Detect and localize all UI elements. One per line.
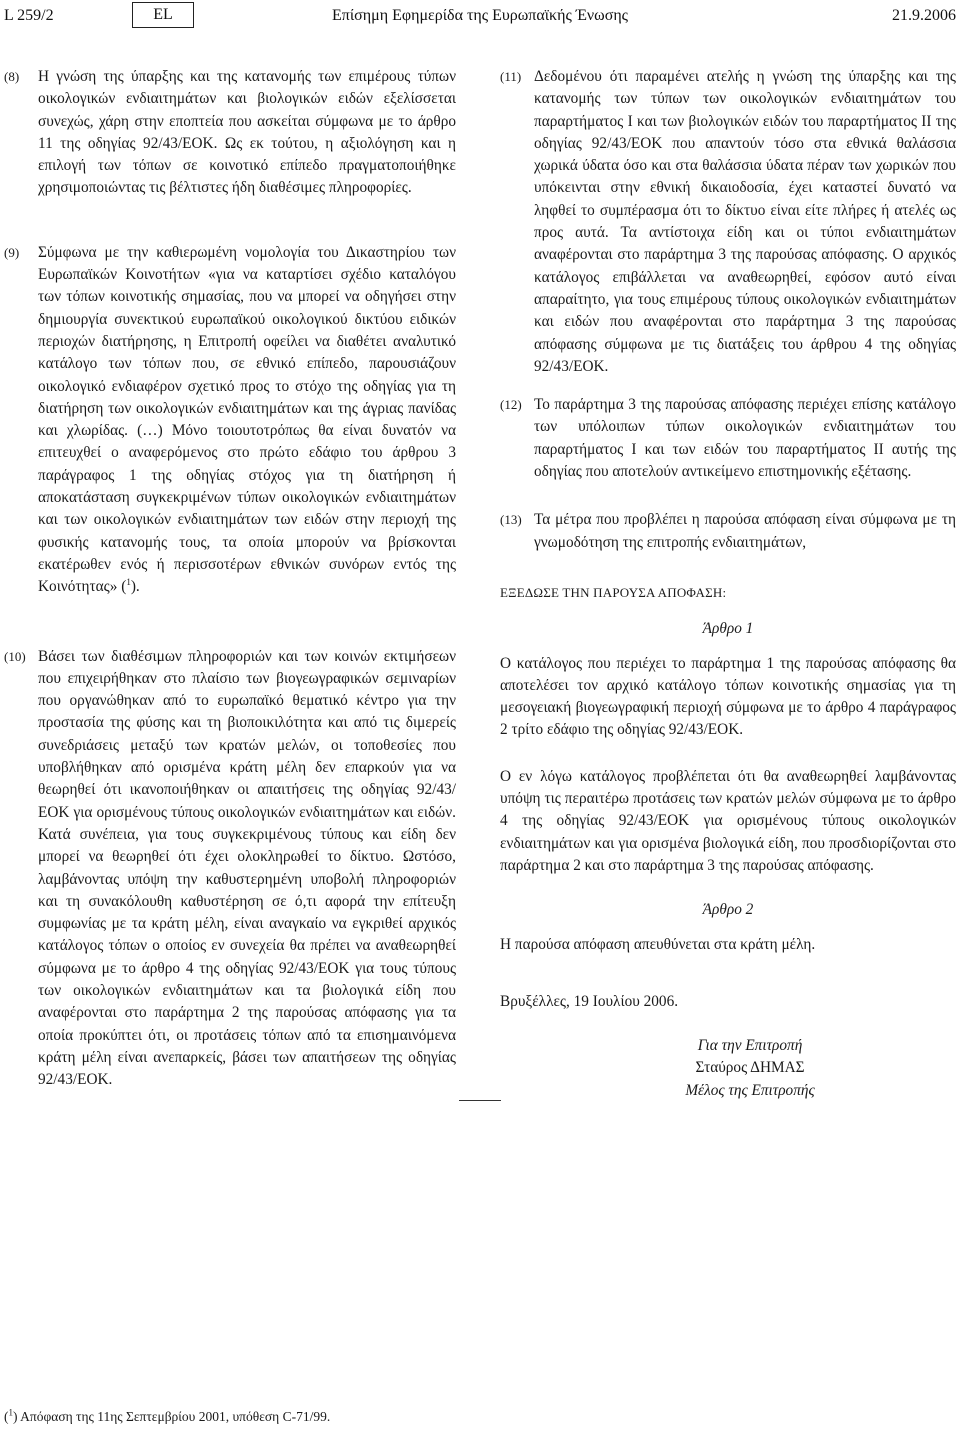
footnote: ($^1$) Απόφαση της 11ης Σεπτεμβρίου 2001, υπόθεση C-71/99. — [4, 1407, 331, 1424]
recital-10 — [4, 646, 456, 1092]
left-column — [4, 66, 456, 1091]
recital-number: (12) — [500, 397, 522, 413]
recital-number: (9) — [4, 244, 20, 260]
recital-text: Βάσει των διαθέσιμων πληροφοριών και των κοινών εκτιμήσεων που επιχειρήθηκαν στο πλαίσιο των βιογεωγραφικών σεμιναρίων που οργανώθηκαν από το ευρωπαϊκό θεματικό κέντρο για την προστασία της φύσης και τη βιοποικιλότητα και από τις διμερείς συνεδριάσεις μεταξύ των κρατών μελών, οι τοποθεσίες που υποβλήθηκαν από ορισμένα κράτη μέλη δεν επαρκούν για να θεωρηθεί ότι ικανοποιήθηκαν οι απαιτήσεις της οδηγίας 92/43/ΕΟΚ για ορισμένους τύπους οικολογικών ενδιαιτημάτων και ειδών. Κατά συνέπεια, για τους συγκεκριμένους τύπους και είδη δεν μπορεί να θεωρηθεί ότι έχει ολοκληρωθεί το δίκτυο. Ωστόσο, λαμβάνοντας υπόψη την καθυστερημένη υποβολή πληροφοριών και τη συνακόλουθη καθυστέρηση σε ό,τι αφορά την επίτευξη συμφωνίας με τα κράτη μέλη, είναι αναγκαίο να εγκριθεί αρχικός κατάλογος τόπων ο οποίος εν συνεχεία θα πρέπει να αναθεωρηθεί σύμφωνα με το άρθρο 4 της οδηγίας 92/43/ΕΟΚ για τους τύπους των οικολογικών ενδιαιτημάτων και τα βιολογικά είδη που αναφέρονται στο παράρτημα 2 της παρούσας απόφασης για τα οποία προκύπτει ότι, οι προτάσεις τόπων από τα επισημαινόμενα κράτη μέλη είναι ανεπαρκείς, βάσει των απαιτήσεων της οδηγίας 92/43/ΕΟΚ. — [38, 647, 456, 1089]
article-1-title: Άρθρο 1 — [702, 620, 754, 638]
language-badge: EL — [132, 2, 194, 28]
article-2-title: Άρθρο 2 — [702, 901, 754, 919]
recital-text: Δεδομένου ότι παραμένει ατελής η γνώση της ύπαρξης και της κατανομής των τύπων των οικολογικών ενδιαιτημάτων του παραρτήματος I και των βιολογικών ειδών του παραρτήματος II της οδηγίας 92/43/ΕΟΚ που απαντούν τόσο στα εθνικά θαλάσσια χωρικά ύδατα όσο και στα θαλάσσια ύδατα πέραν των χωρικών που υπόκεινται στην εθνική δικαιοδοσία, έχει καταστεί δυνατό να ληφθεί το συμπέρασμα ότι το δίκτυο είναι είτε πλήρες ή ατελές ως προς αυτά. Τα αντίστοιχα είδη και οι τύποι ενδιαιτημάτων αναφέρονται στο παράρτημα 3 της παρούσας απόφασης. Ο αρχικός κατάλογος επιβάλλεται να αναθεωρηθεί, εφόσον αυτό είναι απαραίτητο, για τους επιμέρους τύπους οικολογικών ενδιαιτημάτων και ειδών που αναφέρονται στο παράρτημα 3 της παρούσας απόφασης σύμφωνα με τις διατάξεις του άρθρου 4 της οδηγίας 92/43/ΕΟΚ. — [534, 68, 956, 375]
recital-11 — [500, 66, 956, 378]
page-header — [0, 0, 960, 34]
recital-tail: ). — [130, 578, 140, 596]
footnote-text: Απόφαση της 11ης Σεπτεμβρίου 2001, υπόθεση C-71/99. — [20, 1409, 331, 1424]
signatory-name: Σταύρος ΔΗΜΑΣ — [695, 1059, 805, 1077]
recital-number: (13) — [500, 512, 522, 528]
recital-text — [38, 242, 456, 599]
place-date: Βρυξέλλες, 19 Ιουλίου 2006. — [500, 992, 679, 1010]
recital-8 — [4, 66, 456, 200]
recital-9 — [4, 242, 456, 599]
footnote-ref-link[interactable]: 1 — [126, 577, 131, 588]
article-1-paragraph: Ο κατάλογος που περιέχει το παράρτημα 1 της παρούσας απόφασης θα αποτελέσει τον αρχικό κατάλογο τόπων κοινοτικής σημασίας για τη μεσογειακή βιογεωγραφική περιοχή σύμφωνα με το άρθρο 4 παράγραφος 2 τρίτο εδάφιο της οδηγίας 92/43/ΕΟΚ. — [500, 654, 956, 739]
recital-text: Η γνώση της ύπαρξης και της κατανομής των επιμέρους τύπων οικολογικών ενδιαιτημάτων και βιολογικών ειδών εξελίσσεται συνεχώς, χάρη στην εποπτεία που ασκείται σύμφωνα με το άρθρο 11 της οδηγίας 92/43/ΕΟΚ. Ως εκ τούτου, η αξιολόγηση και η επιλογή των τόπων σε κοινοτικό επίπεδο πραγματοποιήθηκε χρησιμοποιώντας τις βέλτιστες ήδη διαθέσιμες πληροφορίες. — [38, 68, 456, 197]
article-1-paragraph: Ο εν λόγω κατάλογος προβλέπεται ότι θα αναθεωρηθεί λαμβάνοντας υπόψη τις περαιτέρω προτάσεις των κρατών μελών σύμφωνα με το άρθρο 4 της οδηγίας 92/43/ΕΟΚ για ορισμένους τύπους οικολογικών ενδιαιτημάτων και για ορισμένα βιολογικά είδη, που προσδιορίζονται στο παράρτημα 2 και στο παράρτημα 3 της παρούσας απόφασης. — [500, 767, 956, 874]
signatory-role: Μέλος της Επιτροπής — [685, 1081, 815, 1099]
recital-13 — [500, 509, 956, 554]
recital-number: (10) — [4, 648, 26, 664]
decision-heading: ΕΞΕΔΩΣΕ ΤΗΝ ΠΑΡΟΥΣΑ ΑΠΟΦΑΣΗ: — [500, 584, 727, 600]
recital-number: (8) — [4, 69, 20, 84]
recital-12 — [500, 394, 956, 483]
issue-date: 21.9.2006 — [892, 7, 956, 24]
recital-text: Το παράρτημα 3 της παρούσας απόφασης περιέχει επίσης κατάλογο των υπόλοιπων τύπων οικολογικών ενδιαιτημάτων του παραρτήματος I και των ειδών του παραρτήματος II αυτής της οδηγίας που αποτελούν αντικείμενο επιστημονικής εξέτασης. — [534, 396, 956, 481]
recital-body: Σύμφωνα με την καθιερωμένη νομολογία του Δικαστηρίου των Ευρωπαϊκών Κοινοτήτων «για να καταρτίσει σχέδιο καταλόγου των τόπων κοινοτικής σημασίας, που να μπορεί να οδηγήσει στην δημιουργία συνεκτικού ευρωπαϊκού οικολογικού δικτύου ειδικών περιοχών διατήρησης, η Επιτροπή οφείλει να διαθέτει αναλυτικό κατάλογο των τόπων που, σε εθνικό επίπεδο, παρουσιάζουν οικολογικό ενδιαφέρον σχετικό προς το στόχο της οδηγίας για τη διατήρηση των οικολογικών ενδιαιτημάτων και της άγριας πανίδας και χλωρίδας. (…) Μόνο τοιουτοτρόπως θα είναι δυνατόν να επιτευχθεί ο αναφερόμενος στο πρώτο εδάφιο του άρθρου 3 παράγραφος 1 της οδηγίας στόχος για τη διατήρηση ή αποκατάσταση συγκεκριμένων τύπων οικολογικών ενδιαιτημάτων και των οικολογικών ενδιαιτημάτων των ειδών στην περιοχή της φυσικής κατανομής τους, τα οποία μπορούν να βρίσκονται εκατέρωθεν ενός ή περισσοτέρων εθνικών συνόρων εντός της Κοινότητας» ( — [38, 243, 456, 596]
article-2-paragraph: Η παρούσα απόφαση απευθύνεται στα κράτη μέλη. — [500, 935, 816, 953]
page-reference: L 259/2 — [4, 7, 54, 24]
signature-block — [620, 1035, 880, 1102]
end-separator — [459, 1100, 501, 1101]
journal-title: Επίσημη Εφημερίδα της Ευρωπαϊκής Ένωσης — [331, 7, 629, 24]
recital-text: Τα μέτρα που προβλέπει η παρούσα απόφαση είναι σύμφωνα με τη γνωμοδότηση της επιτροπής ενδιαιτημάτων, — [534, 511, 956, 551]
recital-number: (11) — [500, 69, 522, 84]
signature-for: Για την Επιτροπή — [697, 1037, 803, 1055]
footnote-number: 1 — [8, 1407, 13, 1418]
right-column — [500, 66, 956, 1102]
